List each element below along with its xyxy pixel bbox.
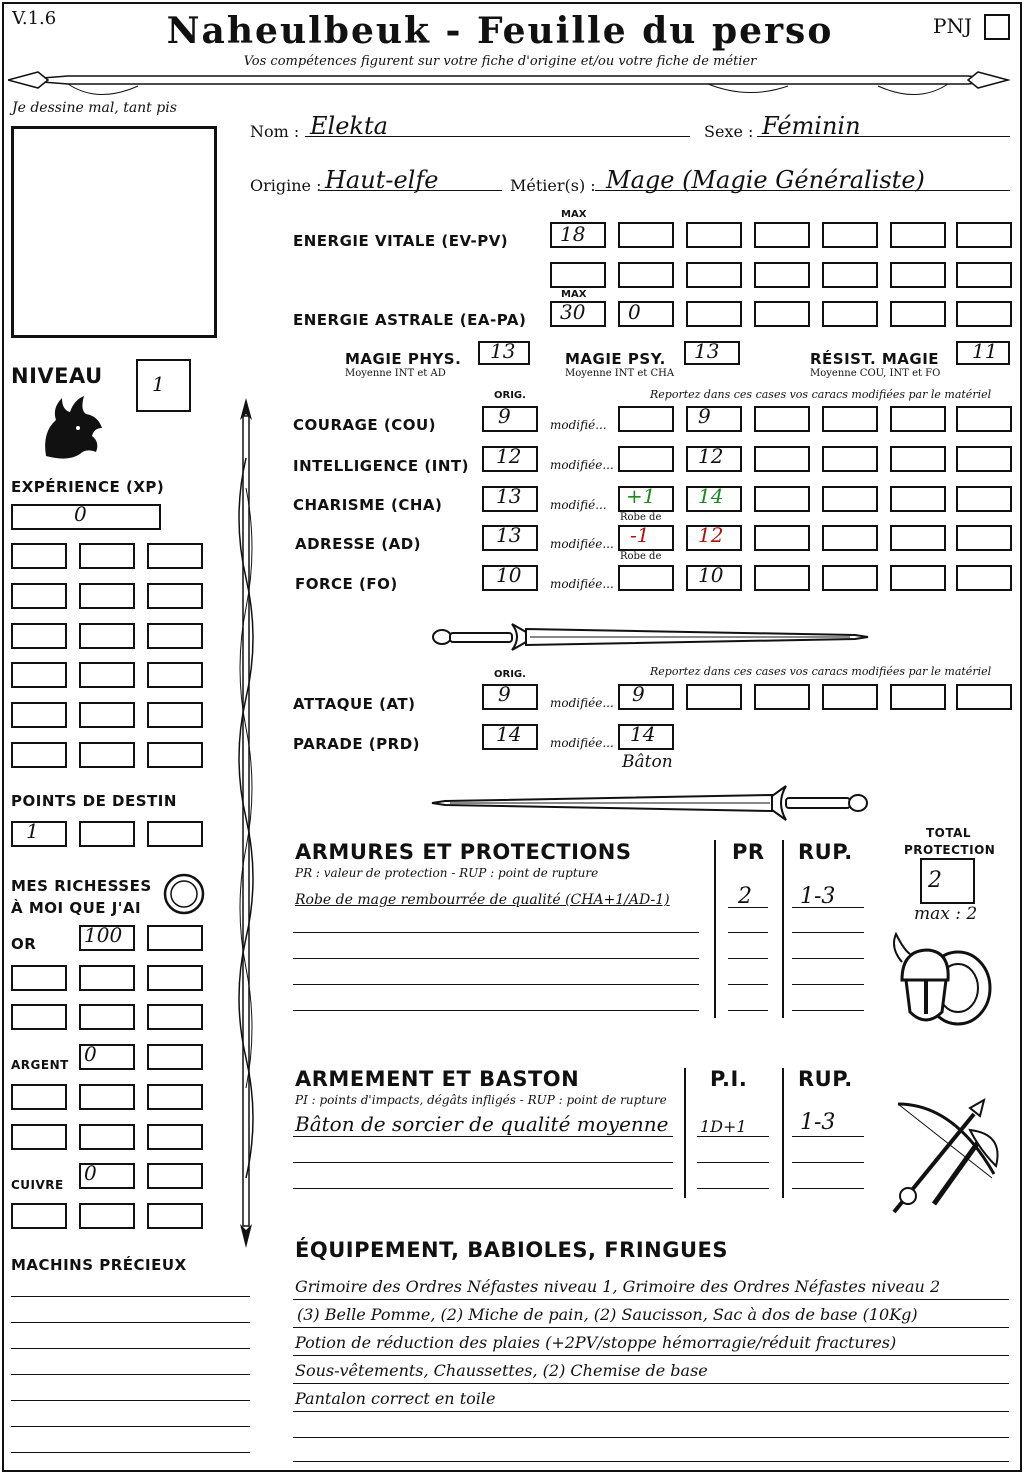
version-label: V.1.6 (12, 8, 57, 29)
money-box[interactable] (147, 965, 203, 991)
stat-extra-box[interactable] (822, 406, 878, 432)
equipement-line[interactable]: (3) Belle Pomme, (2) Miche de pain, (2) Saucisson, Sac à dos de base (10Kg) (297, 1305, 918, 1324)
parade-label: PARADE (PRD) (293, 735, 421, 753)
pnj-checkbox[interactable] (984, 14, 1010, 40)
stat-final-box[interactable] (686, 406, 742, 432)
stat-extra-box[interactable] (754, 525, 810, 551)
xp-box[interactable] (79, 583, 135, 609)
armure-rup-line[interactable] (792, 932, 864, 933)
stat-mod-label: modifié... (550, 418, 607, 432)
ev-box[interactable] (890, 222, 946, 248)
armure-item-pr[interactable]: 2 (738, 884, 752, 909)
metier-value[interactable]: Mage (Magie Généraliste) (606, 166, 925, 194)
combat-orig-label: ORIG. (494, 669, 526, 680)
orig-label: ORIG. (494, 390, 526, 401)
attaque-extra-box[interactable] (890, 684, 946, 710)
stat-extra-box[interactable] (956, 486, 1012, 512)
armure-rup-line (792, 907, 864, 908)
helmet-shield-icon (888, 928, 998, 1040)
ev-box[interactable] (618, 222, 674, 248)
destin-box[interactable] (11, 821, 67, 847)
ev-box[interactable] (956, 222, 1012, 248)
equipement-rule[interactable] (293, 1461, 1009, 1462)
portrait-caption: Je dessine mal, tant pis (12, 100, 177, 116)
staff-illustration (224, 398, 268, 1248)
magie-phys-note: Moyenne INT et AD (345, 368, 446, 379)
stat-extra-box[interactable] (754, 446, 810, 472)
stat-extra-box[interactable] (822, 486, 878, 512)
stat-mod-label: modifiée... (550, 458, 614, 472)
metier-label: Métier(s) : (510, 176, 596, 195)
stat-extra-box[interactable] (890, 486, 946, 512)
armures-rup-header: RUP. (798, 840, 853, 864)
equipement-rule[interactable] (293, 1437, 1009, 1438)
ev-box[interactable] (890, 262, 946, 288)
stat-mod-box[interactable] (618, 565, 674, 591)
equipement-line[interactable]: Grimoire des Ordres Néfastes niveau 1, Grimoire des Ordres Néfastes niveau 2 (295, 1277, 941, 1296)
magie-phys-value: 13 (490, 339, 516, 363)
attaque-label: ATTAQUE (AT) (293, 695, 416, 713)
ev-box[interactable] (822, 222, 878, 248)
stat-mod-label: modifié... (550, 498, 607, 512)
equipement-title: ÉQUIPEMENT, BABIOLES, FRINGUES (295, 1238, 728, 1262)
machins-line[interactable] (11, 1452, 250, 1453)
niveau-value: 1 (152, 372, 165, 396)
arme-pi-line[interactable] (697, 1162, 769, 1163)
xp-label: EXPÉRIENCE (XP) (11, 478, 165, 496)
parade-mod-label: modifiée... (550, 736, 614, 750)
stat-label: INTELLIGENCE (INT) (293, 457, 469, 475)
armement-rup-header: RUP. (798, 1067, 853, 1091)
arme-line[interactable] (293, 1188, 673, 1189)
total-protection-label-2: PROTECTION (904, 843, 996, 857)
xp-box[interactable] (147, 702, 203, 728)
equipement-rule (293, 1411, 1009, 1412)
armement-column-divider (782, 1068, 784, 1198)
money-box[interactable] (11, 1203, 67, 1229)
stat-mod-label: modifiée... (550, 577, 614, 591)
stat-extra-box[interactable] (956, 565, 1012, 591)
money-box[interactable] (11, 965, 67, 991)
nom-label: Nom : (250, 122, 300, 141)
parade-mod-value: 14 (630, 722, 656, 746)
equipement-line[interactable]: Sous-vêtements, Chaussettes, (2) Chemise de base (295, 1361, 708, 1380)
stat-mod-label: modifiée... (550, 537, 614, 551)
stat-orig-value: 12 (496, 444, 522, 468)
armure-pr-line (728, 907, 768, 908)
equipement-rule (293, 1355, 1009, 1356)
armure-line[interactable] (293, 958, 699, 959)
combat-report-note: Reportez dans ces cases vos caracs modifiées par le matériel (650, 665, 992, 678)
argent-value: 0 (84, 1042, 97, 1066)
stat-extra-box[interactable] (754, 406, 810, 432)
armure-rup-line[interactable] (792, 984, 864, 985)
niveau-label: NIVEAU (11, 364, 103, 388)
xp-box[interactable] (147, 583, 203, 609)
stat-orig-value: 10 (496, 563, 522, 587)
resist-magie-note: Moyenne COU, INT et FO (810, 368, 941, 379)
money-box[interactable] (79, 965, 135, 991)
money-box[interactable] (147, 1004, 203, 1030)
money-box[interactable] (147, 1203, 203, 1229)
parade-orig-value: 14 (496, 722, 522, 746)
cuivre-extra-box[interactable] (147, 1163, 203, 1189)
stat-mod-box[interactable] (618, 446, 674, 472)
xp-box[interactable] (11, 623, 67, 649)
arme-item-pi[interactable]: 1D+1 (700, 1117, 747, 1136)
weapon-note: Bâton (622, 752, 673, 772)
ev-box[interactable] (754, 262, 810, 288)
ev-max-label: MAX (561, 209, 587, 220)
attaque-extra-box[interactable] (686, 684, 742, 710)
money-box[interactable] (79, 1084, 135, 1110)
armures-title: ARMURES ET PROTECTIONS (295, 840, 632, 864)
money-box[interactable] (11, 1004, 67, 1030)
money-box[interactable] (79, 1203, 135, 1229)
stat-extra-box[interactable] (890, 565, 946, 591)
armure-rup-line[interactable] (792, 1010, 864, 1011)
arme-item-name[interactable]: Bâton de sorcier de qualité moyenne (295, 1112, 669, 1136)
report-note: Reportez dans ces cases vos caracs modifiées par le matériel (650, 388, 992, 401)
sword-illustration-bottom (430, 778, 870, 828)
cuivre-label: CUIVRE (11, 1178, 64, 1192)
sexe-value[interactable]: Féminin (762, 112, 861, 140)
richesses-label-2: À MOI QUE J'AI (11, 899, 142, 917)
armure-rup-line[interactable] (792, 958, 864, 959)
xp-box[interactable] (11, 702, 67, 728)
stat-extra-box[interactable] (754, 565, 810, 591)
xp-box[interactable] (147, 742, 203, 768)
ea-box[interactable] (686, 301, 742, 327)
stat-extra-box[interactable] (822, 525, 878, 551)
ea-max-value: 30 (560, 300, 586, 324)
arme-pi-line (697, 1136, 769, 1137)
stat-extra-box[interactable] (754, 486, 810, 512)
stat-extra-box[interactable] (956, 525, 1012, 551)
arme-rup-line[interactable] (792, 1162, 864, 1163)
stat-final-value: 12 (698, 444, 724, 468)
equipement-line[interactable]: Pantalon correct en toile (295, 1389, 496, 1408)
argent-extra-box[interactable] (147, 1044, 203, 1070)
ev-box[interactable] (686, 262, 742, 288)
attaque-extra-box[interactable] (754, 684, 810, 710)
machins-line[interactable] (11, 1348, 250, 1349)
stat-label: COURAGE (COU) (293, 416, 437, 434)
armure-pr-line[interactable] (728, 958, 768, 959)
stat-mod-box[interactable] (618, 406, 674, 432)
stat-extra-box[interactable] (890, 406, 946, 432)
ev-box[interactable] (822, 262, 878, 288)
money-box[interactable] (11, 1084, 67, 1110)
arme-pi-line[interactable] (697, 1188, 769, 1189)
stat-orig-value: 9 (498, 404, 511, 428)
arme-rup-line (792, 1136, 864, 1137)
xp-box[interactable] (11, 662, 67, 688)
ev-max-value: 18 (560, 222, 586, 246)
xp-box[interactable] (79, 742, 135, 768)
argent-label: ARGENT (11, 1058, 69, 1072)
nom-value[interactable]: Elekta (310, 112, 388, 140)
armures-column-divider (782, 840, 784, 1018)
equipement-line[interactable]: Potion de réduction des plaies (+2PV/stoppe hémorragie/réduit fractures) (295, 1333, 897, 1352)
stat-mod-value: +1 (626, 484, 656, 508)
stat-orig-value: 13 (496, 523, 522, 547)
stat-mod-value: -1 (630, 523, 650, 547)
attaque-mod-label: modifiée... (550, 696, 614, 710)
portrait-box[interactable] (11, 126, 217, 338)
xp-box[interactable] (147, 543, 203, 569)
stat-label: ADRESSE (AD) (295, 535, 422, 553)
armement-pi-header: P.I. (710, 1067, 748, 1091)
destin-box[interactable] (79, 821, 135, 847)
weapons-icon (884, 1094, 1006, 1218)
xp-box[interactable] (11, 742, 67, 768)
xp-box[interactable] (79, 543, 135, 569)
attaque-mod-value: 9 (632, 682, 645, 706)
or-label: OR (11, 935, 37, 953)
ea-box[interactable] (890, 301, 946, 327)
stat-extra-box[interactable] (890, 525, 946, 551)
stat-final-value: 10 (698, 563, 724, 587)
xp-box[interactable] (79, 662, 135, 688)
stat-final-value: 12 (698, 523, 724, 547)
stat-extra-box[interactable] (956, 446, 1012, 472)
attaque-orig-value: 9 (498, 682, 511, 706)
money-box[interactable] (147, 1124, 203, 1150)
xp-value: 0 (74, 502, 87, 526)
resist-magie-label: RÉSIST. MAGIE (810, 350, 940, 368)
stat-extra-box[interactable] (890, 446, 946, 472)
attaque-extra-box[interactable] (822, 684, 878, 710)
ea-box[interactable] (754, 301, 810, 327)
sexe-label: Sexe : (704, 122, 754, 141)
cuivre-value: 0 (84, 1161, 97, 1185)
sword-illustration-top (430, 612, 870, 662)
equipement-rule (293, 1327, 1009, 1328)
destin-label: POINTS DE DESTIN (11, 792, 177, 810)
armure-line[interactable] (293, 1010, 699, 1011)
stat-orig-value: 13 (496, 484, 522, 508)
equipement-rule (293, 1383, 1009, 1384)
machins-line[interactable] (11, 1400, 250, 1401)
xp-box[interactable] (11, 583, 67, 609)
magie-phys-label: MAGIE PHYS. (345, 350, 462, 368)
arme-line (293, 1136, 673, 1137)
xp-box[interactable] (147, 662, 203, 688)
stat-final-value: 14 (698, 484, 724, 508)
ea-box[interactable] (956, 301, 1012, 327)
arme-line[interactable] (293, 1162, 673, 1163)
machins-line[interactable] (11, 1374, 250, 1375)
ea-current-value: 0 (628, 300, 641, 324)
or-value: 100 (84, 923, 123, 947)
origine-value[interactable]: Haut-elfe (325, 166, 439, 194)
stat-mod-note: Robe de (620, 512, 662, 523)
sheet-subtitle: Vos compétences figurent sur votre fiche d'origine et/ou votre fiche de métier (243, 54, 757, 69)
or-extra-box[interactable] (147, 925, 203, 951)
destin-box[interactable] (147, 821, 203, 847)
machins-line[interactable] (11, 1296, 250, 1297)
ev-box[interactable] (686, 222, 742, 248)
stat-mod-note: Robe de (620, 551, 662, 562)
stat-extra-box[interactable] (822, 446, 878, 472)
ev-label: ENERGIE VITALE (EV-PV) (293, 232, 509, 250)
total-protection-label-1: TOTAL (926, 826, 972, 840)
ev-box[interactable] (754, 222, 810, 248)
armure-pr-line[interactable] (728, 984, 768, 985)
stat-extra-box[interactable] (822, 565, 878, 591)
ea-box[interactable] (618, 301, 674, 327)
magie-psy-value: 13 (694, 339, 720, 363)
money-box[interactable] (11, 1124, 67, 1150)
attaque-mod-box[interactable] (618, 684, 674, 710)
ea-max-label: MAX (561, 289, 587, 300)
magie-psy-label: MAGIE PSY. (565, 350, 666, 368)
xp-box[interactable] (11, 543, 67, 569)
ev-box[interactable] (550, 262, 606, 288)
origine-label: Origine : (250, 176, 322, 195)
armure-item-name[interactable]: Robe de mage rembourrée de qualité (CHA+1/AD-1) (295, 892, 670, 908)
ea-label: ENERGIE ASTRALE (EA-PA) (293, 311, 527, 329)
machins-line[interactable] (11, 1322, 250, 1323)
resist-magie-value: 11 (972, 339, 998, 363)
dragon-icon (38, 392, 108, 464)
stat-extra-box[interactable] (956, 406, 1012, 432)
xp-box[interactable] (79, 623, 135, 649)
total-protection-max: max : 2 (914, 904, 978, 924)
armures-column-divider (714, 840, 716, 1018)
spear-divider-top (8, 64, 1014, 104)
armure-line[interactable] (293, 932, 699, 933)
money-box[interactable] (79, 1124, 135, 1150)
xp-box[interactable] (79, 702, 135, 728)
sheet-title: Naheulbeuk - Feuille du perso (166, 10, 834, 52)
stat-label: FORCE (FO) (295, 575, 398, 593)
money-box[interactable] (147, 1084, 203, 1110)
magie-psy-note: Moyenne INT et CHA (565, 368, 675, 379)
xp-box[interactable] (147, 623, 203, 649)
pnj-label: PNJ (933, 14, 972, 38)
destin-value: 1 (26, 819, 39, 843)
arme-item-rup[interactable]: 1-3 (800, 1110, 836, 1135)
coin-icon (162, 872, 206, 916)
stat-final-value: 9 (698, 404, 711, 428)
armures-note: PR : valeur de protection - RUP : point de rupture (295, 866, 599, 880)
armement-title: ARMEMENT ET BASTON (295, 1067, 580, 1091)
machins-label: MACHINS PRÉCIEUX (11, 1256, 187, 1274)
armement-column-divider (684, 1068, 686, 1198)
armure-line[interactable] (293, 984, 699, 985)
armures-pr-header: PR (732, 840, 765, 864)
money-box[interactable] (79, 1004, 135, 1030)
richesses-label-1: MES RICHESSES (11, 877, 152, 895)
stat-label: CHARISME (CHA) (293, 496, 443, 514)
armure-pr-line[interactable] (728, 1010, 768, 1011)
armure-item-rup[interactable]: 1-3 (800, 884, 836, 909)
ea-box[interactable] (822, 301, 878, 327)
ev-box[interactable] (618, 262, 674, 288)
total-protection-value: 2 (928, 868, 942, 893)
attaque-extra-box[interactable] (956, 684, 1012, 710)
machins-line[interactable] (11, 1426, 250, 1427)
ev-box[interactable] (956, 262, 1012, 288)
armure-pr-line[interactable] (728, 932, 768, 933)
equipement-rule (293, 1299, 1009, 1300)
arme-rup-line[interactable] (792, 1188, 864, 1189)
armement-note: PI : points d'impacts, dégâts infligés - RUP : point de rupture (295, 1093, 667, 1107)
